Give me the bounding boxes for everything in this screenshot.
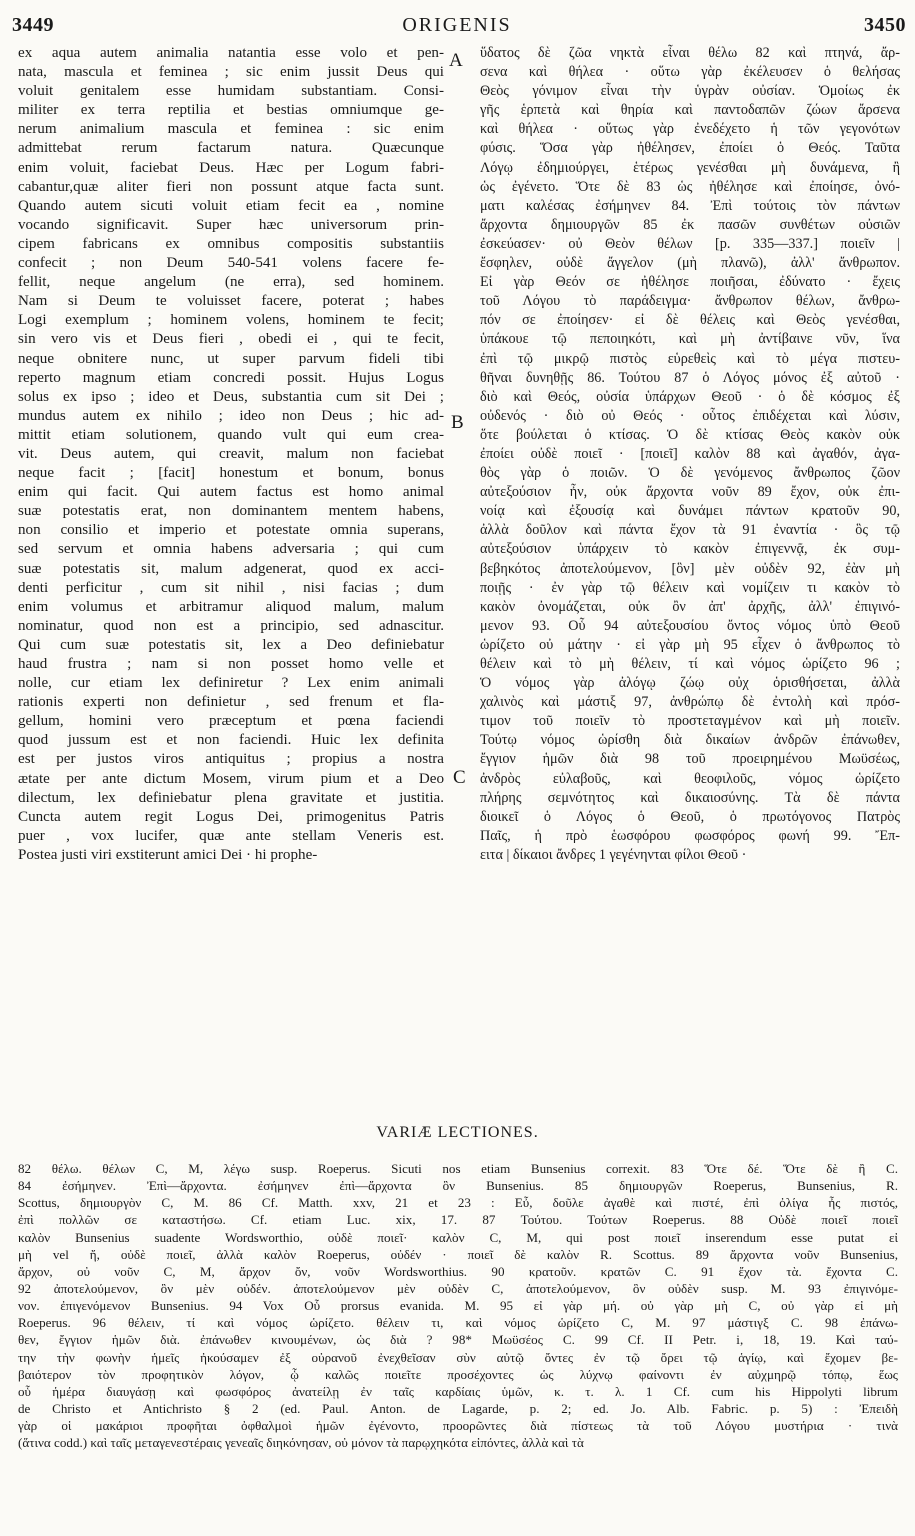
latin-text-line: neque facit ; [facit] honestum et bonum, bonus [18,465,444,482]
note-line: Scottus, δημιουργὸν C, M. 86 Cf. Matth. xxv, 21 et 23 : Εὖ, δοῦλε ἀγαθὲ καὶ πιστέ, ἐπὶ ὀλίγα ἦς πιστός, [18,1195,898,1211]
note-line: 84 ἐσήμηνεν. Ἐπὶ—ἄρχοντα. ἐσήμηνεν ἐπὶ—ἄρχοντα ὃν Bunsenius. 85 δημιουργῶν Roeperus, Bunsenius, R. [18,1178,898,1194]
margin-marker-a: A [449,50,463,71]
greek-text-line: οὐδενός · διὸ οὐ Θεός · οὗτος ἐπιδέχεται καὶ λύσιν, [480,407,900,424]
greek-text-line: αὐτεξούσιον ἦν, οὐκ ἄρχοντα νοῦν 89 ἔχον, οὐκ ἐπι- [480,484,900,501]
note-line: de Christo et Antichristo § 2 (ed. Paul. Anton. de Lagarde, p. 2; ed. Jo. Alb. Fabric. p. 5) : Ἐπειδὴ [18,1400,898,1416]
greek-text-line: διὸ καὶ Θεός, οὐσία ὑπάρχων Θεοῦ · ὁ δὲ κόσμος ἐξ [480,388,900,405]
note-line: 92 ἀποτελούμενον, ὃν μὲν οὐδέν. ἀποτελούμενον μὲν οὐδὲν C, ἀποτελούμενον, ὃν οὐδὲν susp. M. 93 ἐπιγινόμε- [18,1280,898,1296]
page-number-left: 3449 [12,14,54,36]
latin-text-line: militer ex terra reptilia et bestias omniumque ge- [18,102,444,119]
latin-text-line: enim volumus et arbitramur aliquod malum, malum [18,598,444,615]
greek-text-line: ἐσκεύασεν· οὐ Θεὸν θέλων [p. 335—337.] ποιεῖν | [480,235,900,252]
notes-title: VARIÆ LECTIONES. [376,1124,539,1141]
note-line: οὗ ἡμέρα διαυγάσῃ καὶ φωσφόρος ἀνατείλῃ ἐν ταῖς καρδίαις ὑμῶν, κ. τ. λ. 1 Cf. cum his Hippolyti librum [18,1383,898,1399]
greek-text-line: πόν σε ἐποίησεν· εἰ δὲ θέλεις καὶ Θεὸς γενέσθαι, [480,312,900,329]
latin-text-line: Nam si Deum te voluisset facere, poterat ; habes [18,293,444,310]
latin-text-line: enim qui facit. Qui autem factus est homo animal [18,484,444,501]
latin-text-line: solus ex ipso ; ideo et Deus, substantia cum sit Dei ; [18,388,444,405]
latin-text-line: gellum, homini vero præceptum et pœna faciendi [18,713,444,730]
note-line: βαιότερον τὸν προφητικὸν λόγον, ᾧ καλῶς ποιεῖτε προσέχοντες ὡς λύχνῳ φαίνοντι ἐν αὐχμηρῷ τόπῳ, ἕως [18,1366,898,1382]
latin-text-line: admittebat rerum factarum natura. Quæcunque [18,140,444,157]
running-title: ORIGENIS [402,14,512,36]
greek-text-line: ἄρχοντα δημιουργῶν 85 ἐκ πασῶν συνθέτων οὐσιῶν [480,216,900,233]
greek-text-line: ματι καλέσας ἐσήμηνεν 84. Ἐπὶ τούτοις τὸν πάντων [480,197,900,214]
latin-text-line: nominatur, quod non est a principio, sed adnascitur. [18,617,444,634]
greek-text-line: θὸς γὰρ ὁ ποιῶν. Ὁ δὲ γενόμενος ἄνθρωπος ζῶον [480,465,900,482]
note-line: 82 θέλω. θέλων C, M, λέγω susp. Roeperus. Sicuti nos etiam Bunsenius correxit. 83 Ὅτε δέ. Ὅτε δὲ ἢ C. [18,1161,898,1176]
note-line: μὴ vel ἤ, οὐδὲ ποιεῖ, ἀλλὰ καλὸν Roeperus, οὐδέν · ποιεῖ δὲ καλὸν R. Scottus. 89 ἄρχοντα νοῦν Bunsenius, [18,1246,898,1262]
latin-text-line: fellit, neque angelum (ne erra), sed hominem. [18,274,444,291]
greek-text-line: ἀνδρὸς εὐλαβοῦς, καὶ θεοφιλοῦς, νόμος ὡρίζετο [480,770,900,787]
greek-text-line: πλήρης σεμνότητος καὶ δικαιοσύνης. Τὰ δὲ πάντα [480,789,900,806]
latin-text-line: sin vero vis et Deus fieri , obedi ei , qui te fecit, [18,331,444,348]
latin-text-line: cipem fabricans ex omnibus compositis substantiis [18,235,444,252]
latin-text-line: ex aqua autem animalia natantia esse volo et pen- [18,45,444,61]
greek-text-line: κακὸν ὀνομάζεται, οὐκ ὂν ἀπ' ἀρχῆς, ἀλλ' ἐπιγινό- [480,598,900,615]
greek-text-line: νοίᾳ καὶ ἐξουσίᾳ καὶ δυνάμει πάντων κρατοῦν 90, [480,503,900,520]
greek-text-line: ὕδατος δὲ ζῶα νηκτὰ εἶναι θέλω 82 καὶ πτηνά, ἄρ- [480,45,900,61]
greek-text-line: χαλινὸς καὶ μάστιξ 97, ἀνθρώπῳ δὲ ἐντολὴ καὶ πρόσ- [480,694,900,711]
greek-text-line: Παῖς, ἡ πρὸ ἑωσφόρου φωσφόρος φωνή 99. Ἔπ- [480,827,900,844]
latin-text-line: cabantur,quæ aliter fieri non possunt atque facta sunt. [18,178,444,195]
note-line: Roeperus. 96 θέλειν, τί καὶ νόμος ὡρίζετο. θέλειν τι, καὶ νόμος ὡρίζετο C, M. 97 μάστιγξ C. 98 ἐπάνω- [18,1315,898,1331]
latin-text-line: vocando significavit. Super hæc universorum prin- [18,216,444,233]
greek-text-line: ὅτε βούλεται ὁ κτίσας. Ὁ δὲ κτίσας Θεὸς κακὸν οὐκ [480,426,900,443]
greek-text-line: διοικεῖ ὁ Λόγος ὁ Θεοῦ, ὁ πρωτόγονος Πατρὸς [480,808,900,825]
greek-text-line: ὡρίζετο οὐ μάτην · εἰ γὰρ μὴ 95 εἶχεν ὁ ἄνθρωπος τὸ [480,636,900,653]
latin-text-line: mittit etiam solutionem, quando vult qui eum crea- [18,426,444,443]
greek-text-line: καὶ θήλεα · οὕτως γὰρ ἐνεδέχετο ἡ τῶν γεγονότων [480,121,900,138]
latin-text-line: Qui cum suæ potestatis sit, lex a Deo definiebatur [18,636,444,653]
greek-text-line: βεβηκότος ἀποτελούμενον, [ὃν] μὲν οὐδὲν 92, ἐὰν μὴ [480,560,900,577]
greek-text-line: Εἰ γὰρ Θεόν σε ἠθέλησε ποιῆσαι, ἐδύνατο · ἔχεις [480,274,900,291]
latin-text-line: Logi exemplum ; hominem volens, hominem te fecit; [18,312,444,329]
latin-text-line: non consilio et imperio et potestate omnia superans, [18,522,444,539]
greek-text-line: Λόγῳ ἐδημιούργει, ἑτέρως γενέσθαι μὴ δυνάμενα, ἢ [480,159,900,176]
latin-text-line: nata, mascula et feminea ; sic enim jussit Deus qui [18,64,444,81]
greek-text-line: ειτα | δίκαιοι ἄνδρες 1 γεγένηνται φίλοι Θεοῦ · [480,846,747,863]
note-line: (ἅτινα codd.) καὶ ταῖς μεταγενεστέραις γενεαῖς διηκόνησαν, οὐ μόνον τὰ παρῳχηκότα εἰπόντες, ἀλλὰ καὶ τὰ [18,1435,584,1451]
latin-text-line: suæ potestatis sit, malum adgenerat, quod ex acci- [18,560,444,577]
greek-text-line: αὐτεξούσιον ὑπάρχειν τὸ κακὸν ἐπιγεννᾷ, ἐκ συμ- [480,541,900,558]
greek-text-line: ὑπάκουε τῷ πεποιηκότι, καὶ μὴ ἀντίβαινε νῦν, ἵνα [480,331,900,348]
greek-column [480,44,900,1114]
latin-text-line: mundus autem ex nihilo ; ideo non Deus ; hic ad- [18,407,444,424]
latin-text-line: sed servum et omnia habens adversaria ; qui cum [18,541,444,558]
greek-text-line: ὡς ἐγένετο. Ὅτε δὲ 83 ὡς ἠθέλησε καὶ ἐποίησε, ὀνό- [480,178,900,195]
greek-text-line: Ὁ νόμος γὰρ ἀλόγῳ ζώῳ οὐχ ὁρισθήσεται, ἀλλὰ [480,675,900,692]
latin-text-line: ætate per ante dictum Mosem, virum pium et a Deo [18,770,444,787]
margin-marker-b: B [451,412,464,433]
latin-text-line: nolle, cur etiam lex definiretur ? Lex enim animali [18,675,444,692]
greek-text-line: γῆς ἑρπετὰ καὶ θηρία καὶ παντοδαπῶν ζώων ἄρσενα [480,102,900,119]
latin-text-line: Cuncta autem regit Logus Dei, primogenitus Patris [18,808,444,825]
greek-text-line: τοῦ Λόγου τὸ παράδειγμα· ἄνθρωπον θέλων, ἄνθρω- [480,293,900,310]
greek-text-line: Τούτῳ νόμος ὡρίσθη διὰ δικαίων ἀνδρῶν ἐπάνωθεν, [480,732,900,749]
latin-text-line: suæ potestatis erat, non dominantem mentem habens, [18,503,444,520]
greek-text-line: Θεὸς γόνιμον εἶναι τὴν ὑγρὰν οὐσίαν. Ὁμοίως ἐκ [480,83,900,100]
variant-readings-notes [18,1160,898,1451]
latin-text-line: puer , vox lucifer, quæ ante stellam Veneris est. [18,827,444,844]
note-line: θεν, ἔγγιον ἡμῶν διὰ. ἐπάνωθεν κινουμένων, ὡς διὰ ? 98* Μωϋσέος C. 99 Cf. II Petr. i, 18, 19. Καὶ ταύ- [18,1332,898,1348]
greek-text-line: ἀλλὰ δοῦλον καὶ πάντα ἔχον τὰ 91 ἐναντία · ὃς τῷ [480,522,900,539]
greek-text-line: ποιῇς · ἐν γὰρ τῷ θέλειν καὶ νομίζειν τι κακὸν τὸ [480,579,900,596]
greek-text-line: ἔγγιον ἡμῶν διὰ 98 τοῦ προειρημένου Μωϋσέως, [480,751,900,768]
greek-text-line: μενον 93. Οὗ 94 αὐτεξουσίου ὄντος νόμος ὑπὸ Θεοῦ [480,617,900,634]
latin-text-line: est per justos viros antiquitus ; propius a nostra [18,751,444,768]
greek-text-line: θῆναι δυνηθῇς 86. Τούτου 87 ὁ Λόγος μόνος ἐξ αὐτοῦ · [480,369,900,386]
note-line: την τὴν φωνὴν ἡμεῖς ἠκούσαμεν ἐξ οὐρανοῦ ἐνεχθεῖσαν σὺν αὐτῷ ὄντες ἐν τῷ ὄρει τῷ ἁγίῳ, καὶ ἔχομεν βε- [18,1349,898,1365]
note-line: ἄρχον, οὐ νοῦν C, M, ἄρχον ὄν, νοῦν Wordsworthius. 90 κρατοῦν. κρατῶν C. 91 ἔχον τὰ. ἔχοντα C. [18,1263,898,1279]
note-line: νον. ἐπιγενόμενον Bunsenius. 94 Vox Οὗ prorsus evanida. M. 95 εἰ γὰρ μή. οὐ γὰρ μὴ C, οὐ γὰρ εἰ μὴ [18,1298,898,1314]
greek-text-line: φύσις. Ὅσα γὰρ ἠθέλησεν, ἐποίει ὁ Θεός. Ταῦτα [480,140,900,157]
greek-text-line: τιμον τοῦ ποιεῖν τὸ προστεταγμένον καὶ μὴ ποιεῖν. [480,713,900,730]
latin-text-line: vit. Deus autem, qui creavit, malum non faciebat [18,445,444,462]
latin-text-line: quod jussum est et non faciendi. Huic lex definita [18,732,444,749]
note-line: ἐπὶ πολλῶν σε καταστήσω. Cf. etiam Luc. xix, 17. 87 Τούτου. Τούτων Roeperus. 88 Οὐδὲ ποιεῖ ποιεῖ [18,1212,898,1228]
note-line: γὰρ οἱ μακάριοι προφῆται ὀφθαλμοὶ ἡμῶν ἐγένοντο, προορῶντες διὰ πίστεως τὰ τοῦ Λόγου μυστήρια · τινὰ [18,1418,898,1434]
latin-text-line: denti perficitur , cum sit nihil , nisi facias ; dum [18,579,444,596]
greek-text-line: σενα καὶ θήλεα · οὕτω γὰρ ἐκέλευσεν ὁ θελήσας [480,64,900,81]
greek-text-line: ἐποίει οὐδὲ ποιεῖ · [ποιεῖ] καλὸν 88 καὶ ἀγαθόν, ἀγα- [480,445,900,462]
greek-text-line: ἐπὶ τῷ μικρῷ πιστὸς εὑρεθεὶς καὶ τὸ μέγα πιστευ- [480,350,900,367]
latin-text-line: enim voluit, faciebat Deus. Hæc per Logum fabri- [18,159,444,176]
latin-text-line: neque obnitere nunc, ut super parvum fideli tibi [18,350,444,367]
latin-text-line: voluit genitalem esse humidam substantiam. Consi- [18,83,444,100]
latin-column [18,44,444,1114]
latin-text-line: Quando autem sicuti voluit etiam fecit ea , nomine [18,197,444,214]
greek-text-line: θέλειν καὶ τὸ μὴ θέλειν, τί καὶ νόμος ὡρίζετο 96 ; [480,656,900,672]
margin-marker-c: C [453,767,466,788]
page-header [8,14,906,38]
latin-text-line: nerum animalium mascula et feminea : sic enim [18,121,444,138]
latin-text-line: haud frustra ; nam si non posset homo velle et [18,656,444,672]
latin-text-line: dilectum, lex definiebatur plena gravitate et justitia. [18,789,444,806]
page-number-right: 3450 [864,14,906,36]
latin-text-line: reperto magnum etiam concredi possit. Hujus Logus [18,369,444,386]
note-line: καλὸν Bunsenius suadente Wordsworthio, οὐδὲ ποιεῖ· καλὸν C, M, qui post ποιεῖ inserendum esse putat εἰ [18,1229,898,1245]
latin-text-line: confecit ; non Deum 540-541 volens facere fe- [18,255,444,272]
latin-text-line: Postea justi viri exstiterunt amici Dei · hi prophe- [18,846,318,863]
greek-text-line: ἔσφηλεν, οὐδὲ ἄγγελον (μὴ πλανῶ), ἀλλ' ἄνθρωπον. [480,255,900,272]
latin-text-line: rationis experti non definietur , sed frenum et fla- [18,694,444,711]
